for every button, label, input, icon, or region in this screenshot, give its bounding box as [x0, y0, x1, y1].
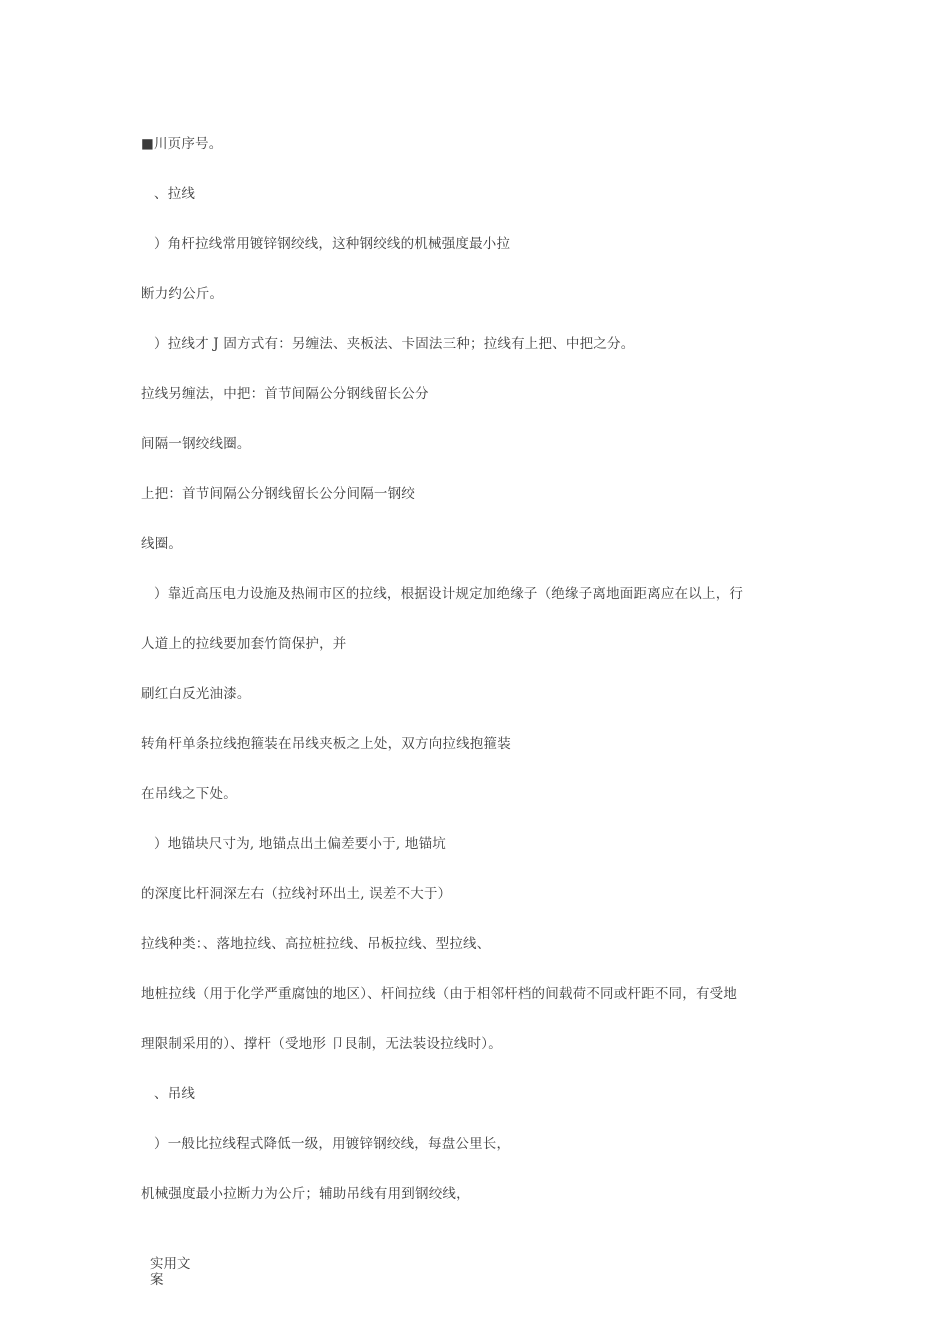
paragraph-line: ）靠近高压电力设施及热闹市区的拉线，根据设计规定加绝缘子（绝缘子离地面距离应在以上，行	[154, 586, 744, 602]
paragraph-line: 的深度比杆洞深左右（拉线衬环出土, 误差不大于）	[141, 886, 452, 902]
paragraph-line: 线圈。	[141, 536, 183, 552]
paragraph-line: 在吊线之下处。	[141, 786, 237, 802]
paragraph-line: ）拉线才 J 固方式有：另缠法、夹板法、卡固法三种；拉线有上把、中把之分。	[154, 336, 635, 352]
paragraph-line: 上把：首节间隔公分钢线留长公分间隔一钢绞	[141, 486, 415, 502]
paragraph-line: 理限制采用的）、撑杆（受地形 卩艮制，无法装设拉线时）。	[141, 1036, 502, 1052]
paragraph-line: 人道上的拉线要加套竹筒保护，并	[141, 636, 347, 652]
paragraph-line: 间隔一钢绞线圈。	[141, 436, 251, 452]
paragraph-line: 刷红白反光油漆。	[141, 686, 251, 702]
page-footer: 实用文案	[150, 1256, 191, 1288]
paragraph-line: 地桩拉线（用于化学严重腐蚀的地区）、杆间拉线（由于相邻杆档的间载荷不同或杆距不同，有受地	[141, 986, 738, 1002]
paragraph-line: ）地锚块尺寸为, 地锚点出土偏差要小于, 地锚坑	[154, 836, 446, 852]
paragraph-line: ）一般比拉线程式降低一级，用镀锌钢绞线，每盘公里长，	[154, 1136, 511, 1152]
paragraph-line: 转角杆单条拉线抱箍装在吊线夹板之上处，双方向拉线抱箍装	[141, 736, 511, 752]
paragraph-line: 拉线种类：、落地拉线、高拉桩拉线、吊板拉线、型拉线、	[141, 936, 491, 952]
paragraph-line: 断力约公斤。	[141, 286, 224, 302]
section-number-line: ■川页序号。	[141, 136, 223, 152]
heading-guy-wire: 、拉线	[154, 186, 196, 202]
paragraph-line: 机械强度最小拉断力为公斤；辅助吊线有用到钢绞线，	[141, 1186, 470, 1202]
paragraph-line: 拉线另缠法，中把：首节间隔公分钢线留长公分	[141, 386, 429, 402]
heading-suspension-wire: 、吊线	[154, 1086, 196, 1102]
paragraph-line: ）角杆拉线常用镀锌钢绞线，这种钢绞线的机械强度最小拉	[154, 236, 511, 252]
